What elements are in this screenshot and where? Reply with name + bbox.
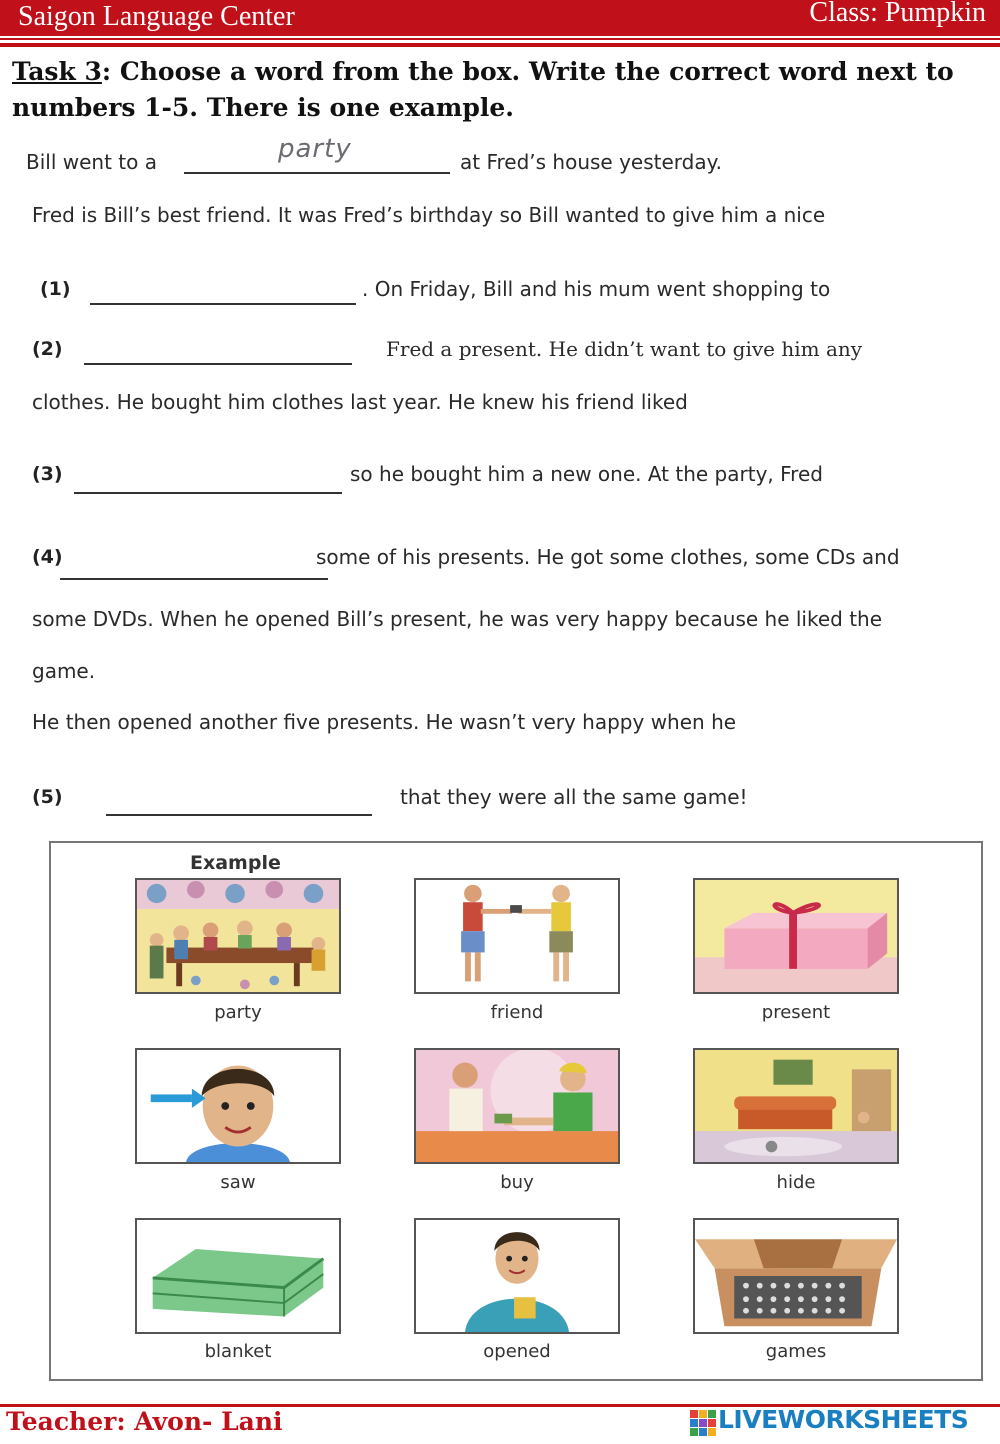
- q3-number: (3): [32, 463, 63, 485]
- word-blanket: blanket: [204, 1341, 272, 1362]
- q5-after: that they were all the same game!: [400, 785, 748, 809]
- school-name: Saigon Language Center: [18, 1, 295, 32]
- party-picture: [135, 878, 341, 994]
- q5-number: (5): [32, 786, 63, 808]
- example-before: Bill went to a: [26, 150, 157, 174]
- word-opened: opened: [483, 1341, 551, 1362]
- header-divider-thick: [0, 43, 1000, 47]
- word-games: games: [765, 1341, 827, 1362]
- word-friend: friend: [490, 1002, 544, 1023]
- q3-blank[interactable]: [74, 492, 342, 494]
- word-saw: saw: [220, 1172, 256, 1193]
- header-divider-thin: [0, 38, 1000, 40]
- games-picture: [693, 1218, 899, 1334]
- q1-after: . On Friday, Bill and his mum went shopping to: [362, 277, 831, 301]
- blanket-picture: [135, 1218, 341, 1334]
- story-line-1: Fred is Bill’s best friend. It was Fred’s birthday so Bill wanted to give him a nice: [32, 203, 826, 227]
- word-buy: buy: [500, 1172, 534, 1193]
- class-name: Class: Pumpkin: [809, 0, 986, 28]
- example-label: Example: [190, 852, 281, 874]
- header-bar: [0, 0, 1000, 36]
- q4-blank[interactable]: [60, 578, 328, 580]
- friend-picture: [414, 878, 620, 994]
- story-line-game: game.: [32, 659, 96, 683]
- example-answer: party: [278, 134, 352, 164]
- story-line-clothes: clothes. He bought him clothes last year. He knew his friend liked: [32, 390, 688, 414]
- word-present: present: [761, 1002, 831, 1023]
- word-party: party: [214, 1002, 262, 1023]
- buy-picture: [414, 1048, 620, 1164]
- task-label: Task 3: [12, 57, 102, 86]
- liveworksheets-logo-icon: [690, 1410, 716, 1436]
- teacher-name: Teacher: Avon- Lani: [6, 1407, 283, 1436]
- liveworksheets-brand[interactable]: LIVEWORKSHEETS: [718, 1405, 969, 1434]
- story-line-then: He then opened another five presents. He wasn’t very happy when he: [32, 710, 737, 734]
- q4-number: (4): [32, 546, 63, 568]
- q4-after: some of his presents. He got some clothes, some CDs and: [316, 545, 900, 569]
- task-instructions: [12, 54, 992, 126]
- saw-picture: [135, 1048, 341, 1164]
- q2-number: (2): [32, 338, 63, 360]
- story-line-dvds: some DVDs. When he opened Bill’s present, he was very happy because he liked the: [32, 607, 883, 631]
- q5-blank[interactable]: [106, 814, 372, 816]
- q3-after: so he bought him a new one. At the party, Fred: [350, 462, 823, 486]
- hide-picture: [693, 1048, 899, 1164]
- present-picture: [693, 878, 899, 994]
- example-blank: [184, 172, 450, 174]
- q1-number: (1): [40, 278, 71, 300]
- q2-blank[interactable]: [84, 363, 352, 365]
- example-after: at Fred’s house yesterday.: [460, 150, 722, 174]
- word-hide: hide: [776, 1172, 816, 1193]
- q2-after: Fred a present. He didn’t want to give him any: [386, 337, 863, 361]
- task-text: : Choose a word from the box. Write the correct word next to numbers 1-5. There is one example.: [12, 57, 954, 122]
- opened-picture: [414, 1218, 620, 1334]
- q1-blank[interactable]: [90, 303, 356, 305]
